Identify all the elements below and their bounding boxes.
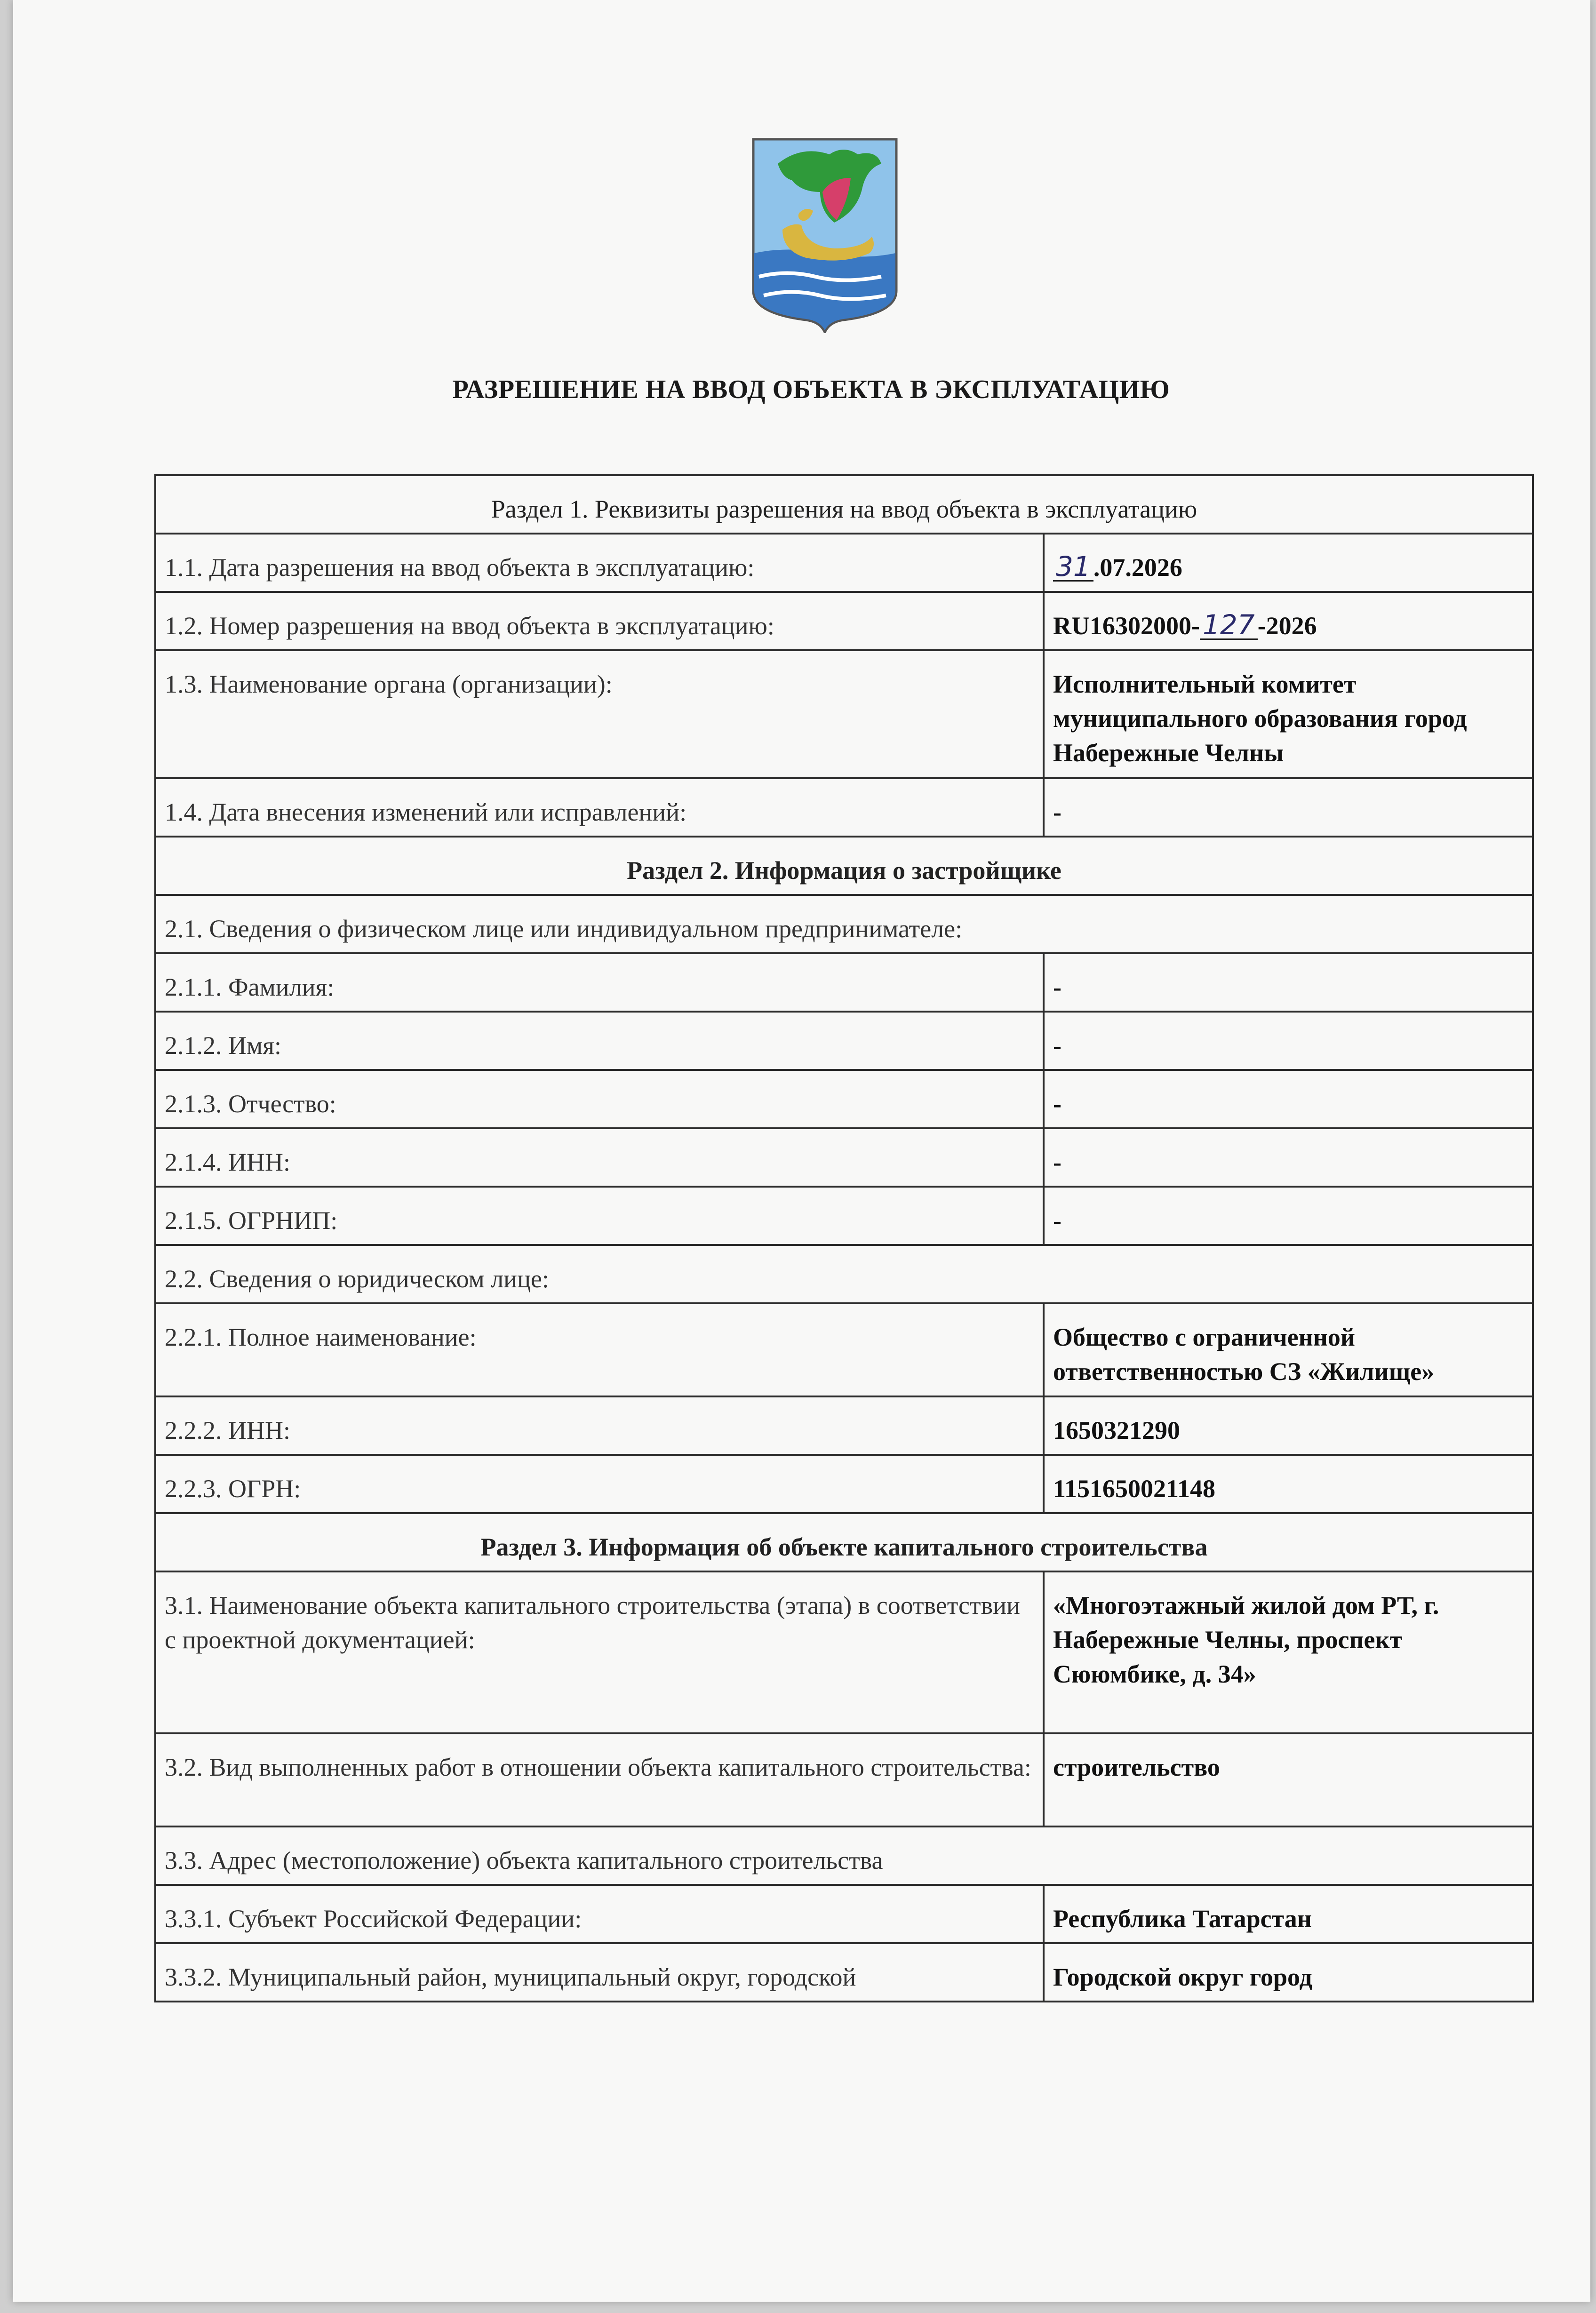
first-name-value: - [1044, 1012, 1533, 1070]
table-row [155, 592, 1533, 650]
section-3-header-row [155, 1513, 1533, 1571]
inn-legal-value: 1650321290 [1044, 1396, 1533, 1455]
change-date-label: 1.4. Дата внесения изменений или исправлений: [155, 778, 1044, 837]
coat-of-arms-icon [750, 136, 900, 333]
table-row [155, 1455, 1533, 1513]
permit-date-label: 1.1. Дата разрешения на ввод объекта в эксплуатацию: [155, 534, 1044, 592]
table-row [155, 1187, 1533, 1245]
object-name-value: «Многоэтажный жилой дом РТ, г. Набережные Челны, проспект Сююмбике, д. 34» [1044, 1571, 1533, 1733]
table-row [155, 1733, 1533, 1826]
table-row [155, 1303, 1533, 1396]
ogrn-value: 1151650021148 [1044, 1455, 1533, 1513]
table-row [155, 1128, 1533, 1187]
table-row [155, 778, 1533, 837]
work-type-value: строительство [1044, 1733, 1533, 1826]
authority-value: Исполнительный комитет муниципального образования город Набережные Челны [1044, 650, 1533, 778]
permit-date-value [1044, 534, 1533, 592]
full-name-value: Общество с ограниченной ответственностью СЗ «Жилище» [1044, 1303, 1533, 1396]
ogrnip-label: 2.1.5. ОГРНИП: [155, 1187, 1044, 1245]
individual-heading: 2.1. Сведения о физическом лице или индивидуальном предпринимателе: [155, 895, 1533, 953]
inn-individual-label: 2.1.4. ИНН: [155, 1128, 1044, 1187]
surname-value: - [1044, 953, 1533, 1012]
ogrnip-value: - [1044, 1187, 1533, 1245]
permit-number-value [1044, 592, 1533, 650]
patronymic-value: - [1044, 1070, 1533, 1128]
permit-table [154, 474, 1534, 2002]
number-suffix: -2026 [1257, 612, 1317, 640]
section-1-heading: Раздел 1. Реквизиты разрешения на ввод объекта в эксплуатацию [155, 475, 1533, 534]
section-3-heading: Раздел 3. Информация об объекте капитального строительства [155, 1513, 1533, 1571]
patronymic-label: 2.1.3. Отчество: [155, 1070, 1044, 1128]
surname-label: 2.1.1. Фамилия: [155, 953, 1044, 1012]
document-title: РАЗРЕШЕНИЕ НА ВВОД ОБЪЕКТА В ЭКСПЛУАТАЦИЮ [452, 375, 1170, 404]
permit-number-label: 1.2. Номер разрешения на ввод объекта в эксплуатацию: [155, 592, 1044, 650]
table-row [155, 1070, 1533, 1128]
inn-individual-value: - [1044, 1128, 1533, 1187]
table-row [155, 895, 1533, 953]
municipality-value: Городской округ город [1044, 1943, 1533, 2002]
table-row [155, 953, 1533, 1012]
handwritten-number: 127 [1200, 611, 1258, 640]
section-2-header-row [155, 837, 1533, 895]
table-row [155, 1396, 1533, 1455]
first-name-label: 2.1.2. Имя: [155, 1012, 1044, 1070]
section-1-header-row [155, 475, 1533, 534]
work-type-label: 3.2. Вид выполненных работ в отношении объекта капитального строительства: [155, 1733, 1044, 1826]
table-row [155, 1943, 1533, 2002]
table-row [155, 1826, 1533, 1885]
change-date-value: - [1044, 778, 1533, 837]
ogrn-label: 2.2.3. ОГРН: [155, 1455, 1044, 1513]
section-2-heading: Раздел 2. Информация о застройщике [155, 837, 1533, 895]
region-value: Республика Татарстан [1044, 1885, 1533, 1943]
legal-entity-heading: 2.2. Сведения о юридическом лице: [155, 1245, 1533, 1303]
table-row [155, 534, 1533, 592]
table-row [155, 1885, 1533, 1943]
table-row [155, 1245, 1533, 1303]
municipality-label: 3.3.2. Муниципальный район, муниципальный округ, городской [155, 1943, 1044, 2002]
handwritten-day: 31 [1053, 553, 1093, 582]
address-heading: 3.3. Адрес (местоположение) объекта капитального строительства [155, 1826, 1533, 1885]
authority-label: 1.3. Наименование органа (организации): [155, 650, 1044, 778]
inn-legal-label: 2.2.2. ИНН: [155, 1396, 1044, 1455]
full-name-label: 2.2.1. Полное наименование: [155, 1303, 1044, 1396]
table-row [155, 650, 1533, 778]
number-prefix: RU16302000- [1053, 612, 1200, 640]
table-row [155, 1571, 1533, 1733]
region-label: 3.3.1. Субъект Российской Федерации: [155, 1885, 1044, 1943]
table-row [155, 1012, 1533, 1070]
date-month-year: .07.2026 [1093, 553, 1182, 582]
object-name-label: 3.1. Наименование объекта капитального строительства (этапа) в соответствии с проектной документацией: [155, 1571, 1044, 1733]
document-page [13, 0, 1590, 2302]
